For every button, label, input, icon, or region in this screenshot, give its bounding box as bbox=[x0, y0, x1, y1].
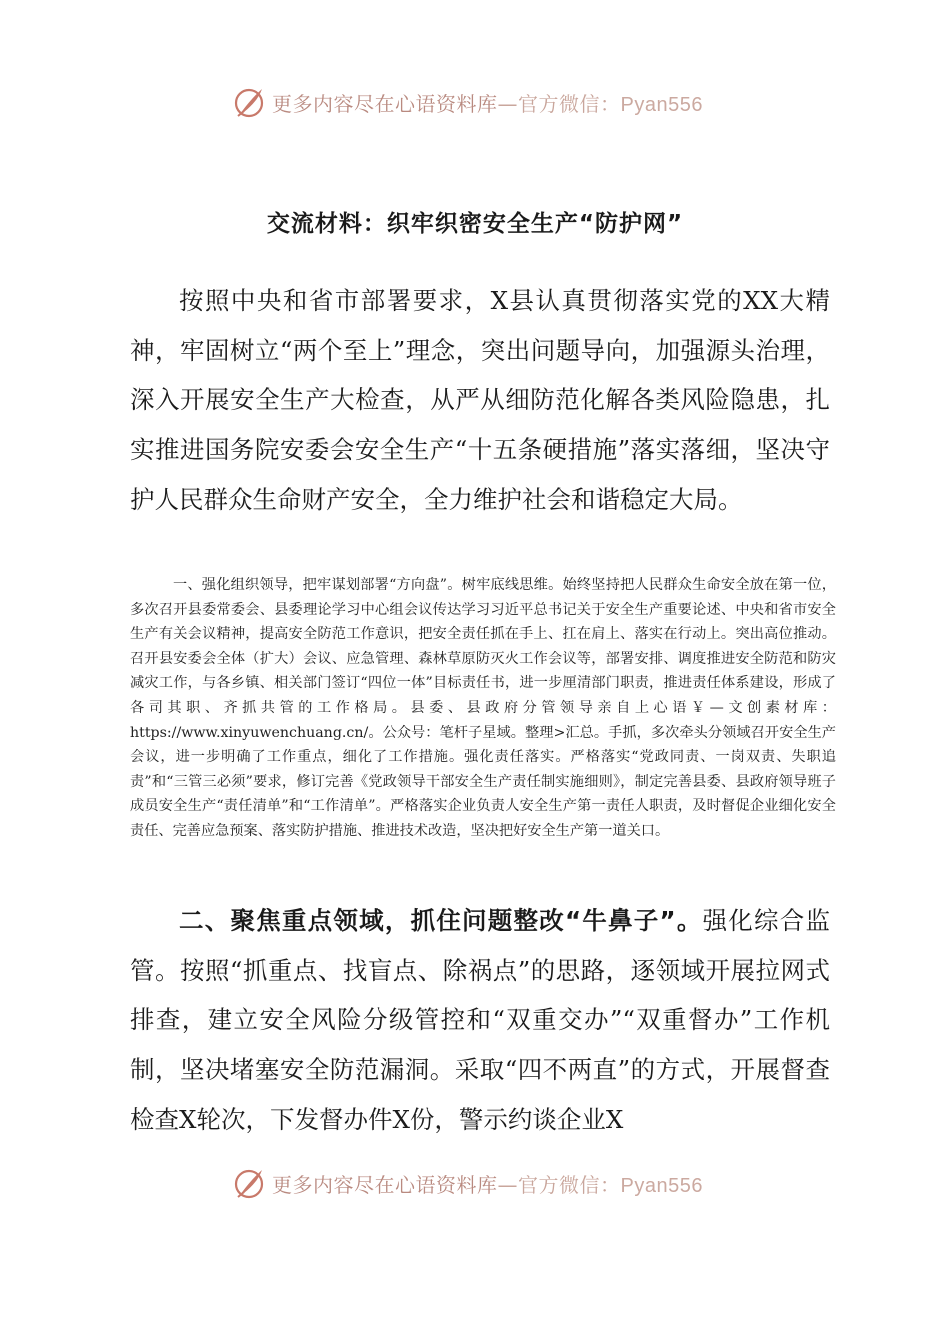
watermark-text bbox=[272, 1169, 703, 1198]
section-2-heading: 二、聚焦重点领域，抓住问题整改“牛鼻子”。 bbox=[179, 906, 703, 935]
section-2-body: 强化综合监管。按照“抓重点、找盲点、除祸点”的思路，逐领域开展拉网式排查，建立安全风险分级管控和“双重交办”“双重督办”工作机制，坚决堵塞安全防范漏洞。采取“四不两直”的方式，开展督查检查X轮次，下发督办件X份，警示约谈企业X bbox=[130, 906, 831, 1134]
watermark-label: 官方微信： bbox=[518, 1172, 621, 1197]
watermark-dash: — bbox=[497, 1172, 518, 1197]
watermark-wechat-id: Pyan556 bbox=[620, 93, 703, 116]
section-2-paragraph bbox=[130, 896, 830, 1145]
watermark-dash: — bbox=[497, 91, 518, 116]
watermark-wechat-id: Pyan556 bbox=[620, 1174, 703, 1197]
watermark-text bbox=[272, 88, 703, 117]
quill-pen-logo-icon bbox=[232, 84, 268, 120]
quill-pen-logo-icon bbox=[232, 1165, 268, 1201]
intro-paragraph: 按照中央和省市部署要求，X县认真贯彻落实党的XX大精神，牢固树立“两个至上”理念，突出问题导向，加强源头治理，深入开展安全生产大检查，从严从细防范化解各类风险隐患，扎实推进国务院安委会安全生产“十五条硬措施”落实落细，坚决守护人民群众生命财产安全，全力维护社会和谐稳定大局。 bbox=[130, 286, 830, 514]
watermark-site: 更多内容尽在心语资料库 bbox=[272, 1172, 498, 1197]
watermark-site: 更多内容尽在心语资料库 bbox=[272, 91, 498, 116]
watermark-label: 官方微信： bbox=[518, 91, 621, 116]
header-watermark-banner bbox=[232, 82, 703, 122]
document-title: 交流材料：织牢织密安全生产“防护网” bbox=[266, 211, 684, 237]
section-1-paragraph: 一、强化组织领导，把牢谋划部署“方向盘”。树牢底线思维。始终坚持把人民群众生命安全放在第一位，多次召开县委常委会、县委理论学习中心组会议传达学习习近平总书记关于安全生产重要论述、中央和省市安全生产有关会议精神，提高安全防范工作意识，把安全责任抓在手上、扛在肩上、落实在行动上。突出高位推动。召开县安委会全体（扩大）会议、应急管理、森林草原防灭火工作会议等，部署安排、调度推进安全防范和防灾减灾工作，与各乡镇、相关部门签订“四位一体”目标责任书，进一步厘清部门职责，推进责任体系建设，形成了各司其职、齐抓共管的工作格局。县委、县政府分管领导亲自上心语￥—文创素材库：https://www.xinyuwenchuang.cn/。公众号：笔杆子星域。整理>汇总。手抓，多次牵头分领域召开安全生产会议，进一步明确了工作重点，细化了工作措施。强化责任落实。严格落实“党政同责、一岗双责、失职追责”和“三管三必须”要求，修订完善《党政领导干部安全生产责任制实施细则》，制定完善县委、县政府领导班子成员安全生产“责任清单”和“工作清单”。严格落实企业负责人安全生产第一责任人职责，及时督促企业细化安全责任、完善应急预案、落实防护措施、推进技术改造，坚决把好安全生产第一道关口。 bbox=[130, 577, 836, 839]
footer-watermark-banner bbox=[232, 1163, 703, 1203]
